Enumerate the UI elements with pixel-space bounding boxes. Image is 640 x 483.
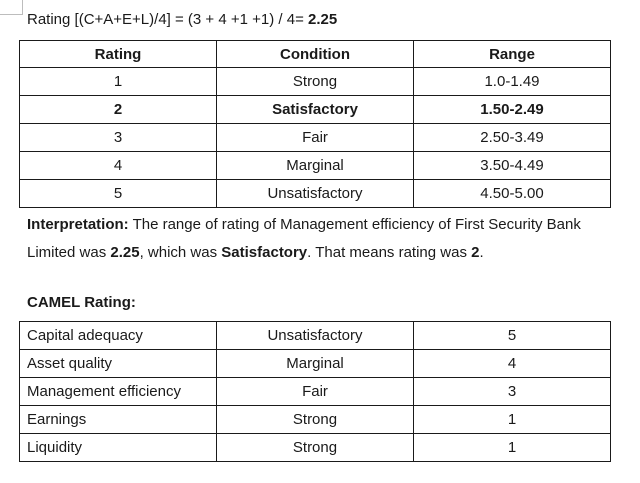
rating-cell: 3 [414,378,611,406]
range-cell: 4.50-5.00 [414,180,611,208]
interpretation-text-2: Limited was [27,244,111,261]
component-cell: Liquidity [20,434,217,462]
interpretation-text-1: The range of rating of Management efficiency of First Security Bank [128,216,581,233]
rating-cell: 1 [20,68,217,96]
range-cell: 3.50-4.49 [414,152,611,180]
rating-formula [27,11,337,28]
component-cell: Earnings [20,406,217,434]
table-row [20,378,611,406]
formula-result: 2.25 [308,11,338,28]
condition-cell: Marginal [217,350,414,378]
condition-cell: Unsatisfactory [217,180,414,208]
table-row [20,350,611,378]
interpretation-text-4: . That means rating was [307,244,472,261]
condition-cell: Unsatisfactory [217,322,414,350]
rating-cell: 4 [20,152,217,180]
header-rating: Rating [20,41,217,68]
component-cell: Asset quality [20,350,217,378]
range-cell: 1.50-2.49 [414,96,611,124]
table-row [20,124,611,152]
table-row [20,152,611,180]
rating-cell: 5 [20,180,217,208]
interpretation-rating: 2 [471,244,480,261]
rating-scale-table [19,40,611,208]
table-row [20,322,611,350]
table-row [20,68,611,96]
rating-cell: 3 [20,124,217,152]
table-row [20,96,611,124]
interpretation-value: 2.25 [110,244,140,261]
formula-text: Rating [(C+A+E+L)/4] = (3 + 4 +1 +1) / 4= [27,11,309,28]
table-row [20,434,611,462]
component-cell: Capital adequacy [20,322,217,350]
table-row [20,406,611,434]
page-corner-mark [0,0,23,15]
condition-cell: Satisfactory [217,96,414,124]
rating-cell: 4 [414,350,611,378]
rating-cell: 2 [20,96,217,124]
interpretation-condition: Satisfactory [221,244,308,261]
range-cell: 2.50-3.49 [414,124,611,152]
table-row [20,180,611,208]
interpretation-paragraph [27,211,627,267]
rating-cell: 1 [414,406,611,434]
interpretation-label: Interpretation: [27,216,129,233]
condition-cell: Strong [217,68,414,96]
header-condition: Condition [217,41,414,68]
condition-cell: Marginal [217,152,414,180]
header-range: Range [414,41,611,68]
table-header-row [20,41,611,68]
component-cell: Management efficiency [20,378,217,406]
camel-heading: CAMEL Rating: [27,294,136,311]
rating-cell: 5 [414,322,611,350]
condition-cell: Fair [217,378,414,406]
camel-rating-table [19,321,611,462]
interpretation-text-3: , which was [139,244,222,261]
interpretation-text-5: . [479,244,484,261]
condition-cell: Strong [217,406,414,434]
condition-cell: Fair [217,124,414,152]
rating-cell: 1 [414,434,611,462]
range-cell: 1.0-1.49 [414,68,611,96]
condition-cell: Strong [217,434,414,462]
